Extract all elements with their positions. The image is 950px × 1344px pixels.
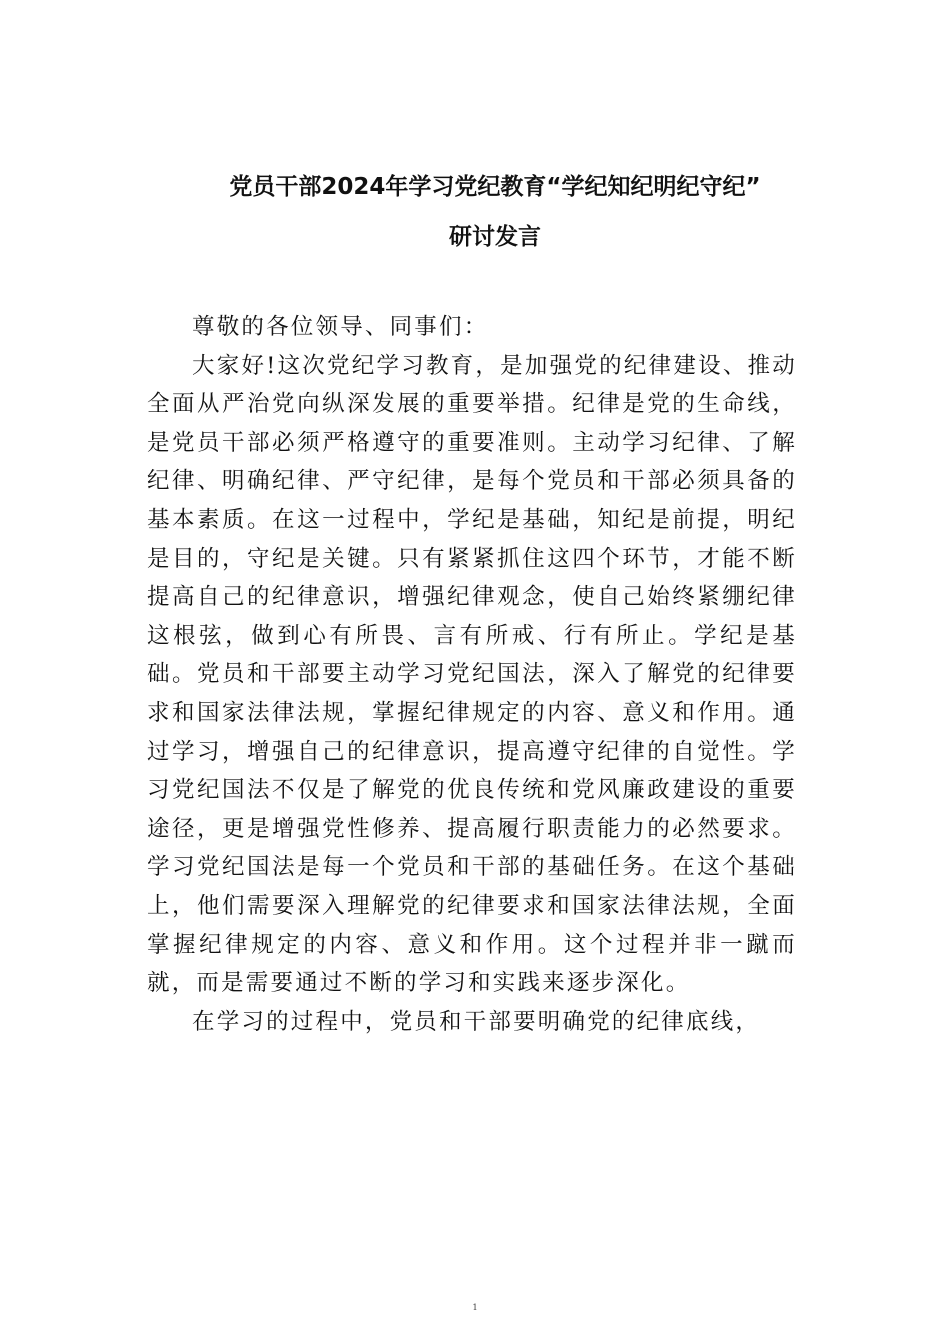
document-body [147,308,797,1041]
salutation: 尊敬的各位领导、同事们： [192,314,489,340]
page-number: 1 [472,1303,478,1312]
paragraph-1: 大家好!这次党纪学习教育，是加强党的纪律建设、推动全面从严治党向纵深发展的重要举措。纪律是党的生命线，是党员干部必须严格遵守的重要准则。主动学习纪律、了解纪律、明确纪律、严守纪律，是每个党员和干部必须具备的基本素质。在这一过程中，学纪是基础，知纪是前提，明纪是目的，守纪是关键。只有紧紧抓住这四个环节，才能不断提高自己的纪律意识，增强纪律观念，使自己始终紧绷纪律这根弦，做到心有所畏、言有所戒、行有所止。学纪是基础。党员和干部要主动学习党纪国法，深入了解党的纪律要求和国家法律法规，掌握纪律规定的内容、意义和作用。通过学习，增强自己的纪律意识，提高遵守纪律的自觉性。学习党纪国法不仅是了解党的优良传统和党风廉政建设的重要途径，更是增强党性修养、提高履行职责能力的必然要求。学习党纪国法是每一个党员和干部的基础任务。在这个基础上，他们需要深入理解党的纪律要求和国家法律法规，全面掌握纪律规定的内容、意义和作用。这个过程并非一蹴而就，而是需要通过不断的学习和实践来逐步深化。 [147,352,797,997]
document-title-line-1: 党员干部2024年学习党纪教育“学纪知纪明纪守纪” [229,174,761,200]
document-title-line-2: 研讨发言 [449,224,541,250]
paragraph-2: 在学习的过程中，党员和干部要明确党的纪律底线， [192,1008,761,1035]
